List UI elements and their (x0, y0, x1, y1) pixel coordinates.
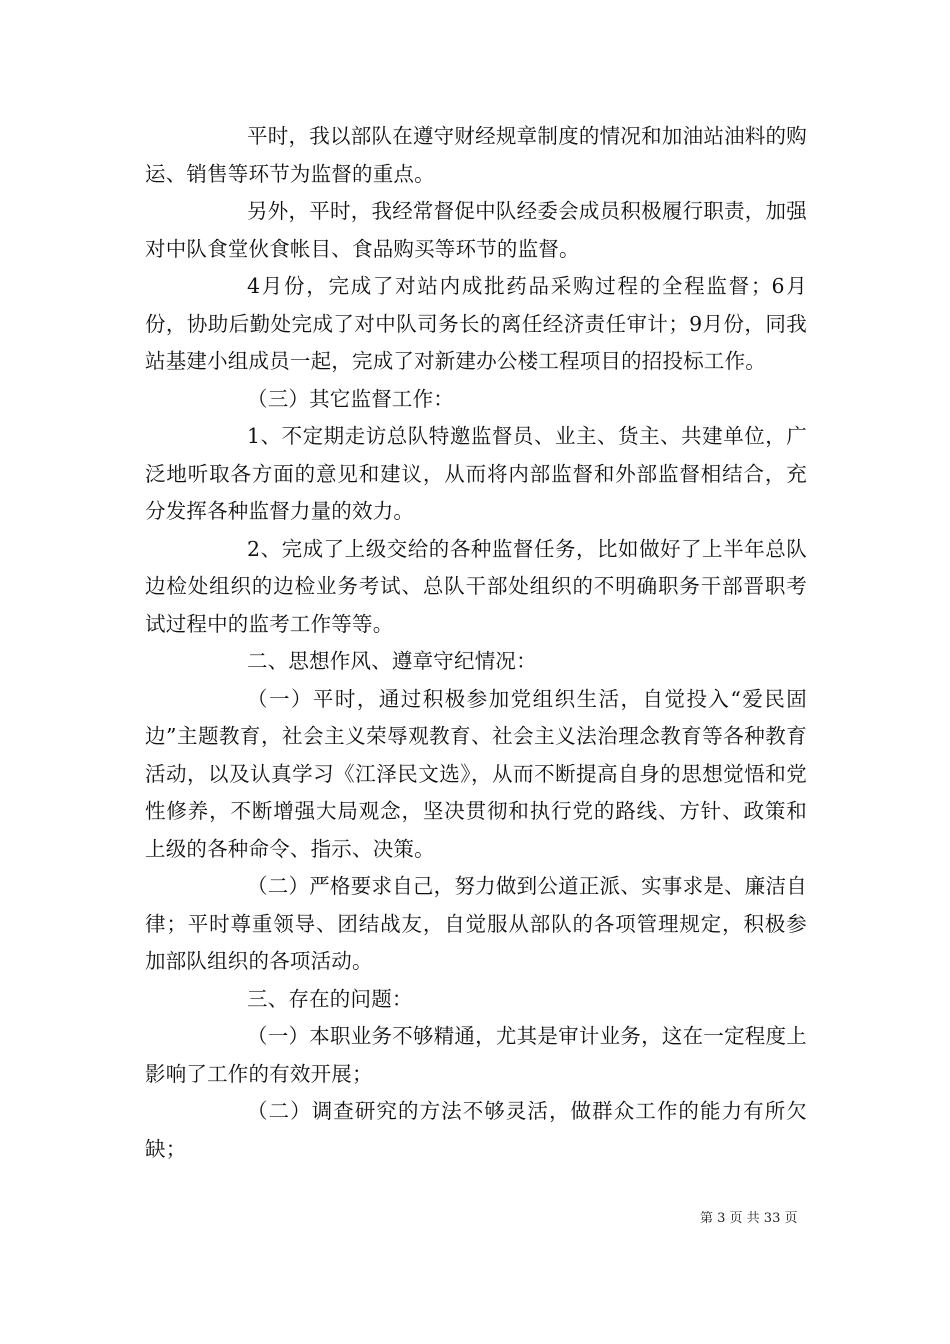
section-heading: （三）其它监督工作： (247, 386, 454, 411)
section-heading: 三、存在的问题： (247, 986, 413, 1011)
paragraph: 4月份，完成了对站内成批药品采购过程的全程监督；6月份，协助后勤处完成了对中队司务长的离任经济责任审计；9月份，同我站基建小组成员一起，完成了对新建办公楼工程项目的招投标工作。 (145, 274, 807, 373)
paragraph: （二）严格要求自己，努力做到公道正派、实事求是、廉洁自律；平时尊重领导、团结战友，自觉服从部队的各项管理规定，积极参加部队组织的各项活动。 (145, 874, 807, 973)
paragraph: 2、完成了上级交给的各种监督任务，比如做好了上半年总队边检处组织的边检业务考试、总队干部处组织的不明确职务干部晋职考试过程中的监考工作等等。 (145, 536, 807, 636)
page-number-footer: 第 3 页 共 33 页 (700, 1211, 798, 1226)
paragraph: （一）平时，通过积极参加党组织生活，自觉投入“爱民固边”主题教育，社会主义荣辱观教育、社会主义法治理念教育等各种教育活动，以及认真学习《江泽民文选》，从而不断提高自身的思想觉悟和党性修养，不断增强大局观念，坚决贯彻和执行党的路线、方针、政策和上级的各种命令、指示、决策。 (145, 686, 807, 861)
section-heading: 二、思想作风、遵章守纪情况： (247, 649, 537, 673)
paragraph: 另外，平时，我经常督促中队经委会成员积极履行职责，加强对中队食堂伙食帐目、食品购买等环节的监督。 (145, 199, 807, 261)
paragraph: （二）调查研究的方法不够灵活，做群众工作的能力有所欠缺； (145, 1099, 807, 1161)
document-body (145, 118, 807, 1168)
paragraph: 1、不定期走访总队特邀监督员、业主、货主、共建单位，广泛地听取各方面的意见和建议，从而将内部监督和外部监督相结合，充分发挥各种监督力量的效力。 (145, 424, 807, 523)
paragraph: 平时，我以部队在遵守财经规章制度的情况和加油站油料的购运、销售等环节为监督的重点。 (145, 124, 807, 186)
paragraph: （一）本职业务不够精通，尤其是审计业务，这在一定程度上影响了工作的有效开展； (145, 1024, 807, 1086)
